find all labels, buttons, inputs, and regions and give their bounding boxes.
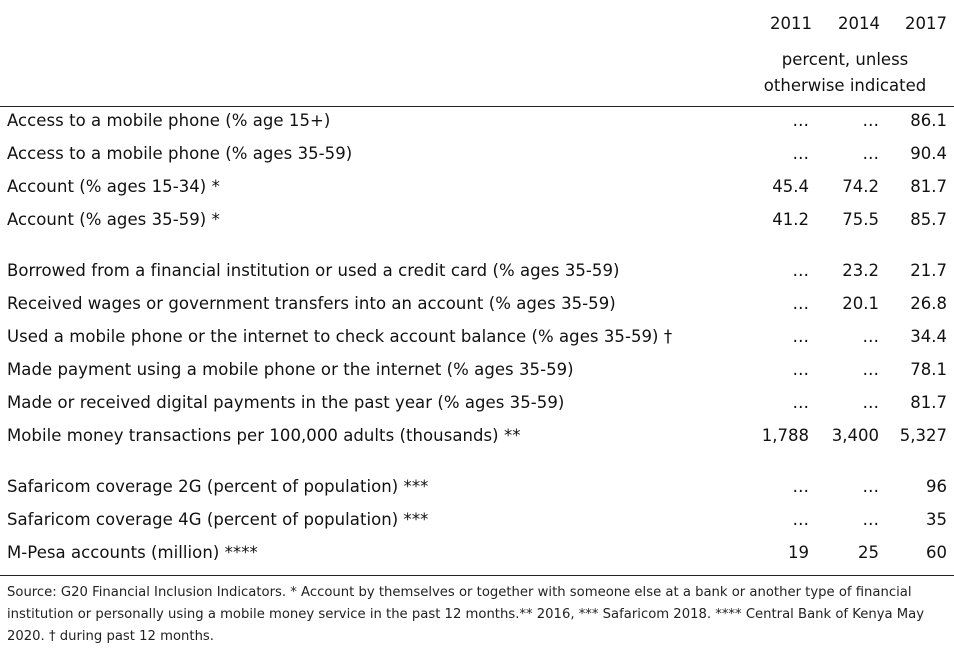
row-label: Mobile money transactions per 100,000 adults (thousands) **: [7, 426, 521, 445]
value-2017: 96: [926, 477, 947, 496]
value-2011: 45.4: [772, 177, 809, 196]
value-2017: 85.7: [910, 210, 947, 229]
value-2017: 81.7: [910, 393, 947, 412]
value-2011: …: [792, 111, 809, 130]
table-row: [0, 473, 954, 503]
unit-note-line1: percent, unless: [781, 50, 909, 69]
table-row: [0, 389, 954, 419]
value-2011: …: [792, 327, 809, 346]
value-2017: 26.8: [910, 294, 947, 313]
table-row: [0, 506, 954, 536]
year-header-2011: 2011: [770, 14, 812, 33]
value-2011: …: [792, 360, 809, 379]
row-label: Safaricom coverage 2G (percent of population) ***: [7, 477, 429, 496]
row-label: Used a mobile phone or the internet to check account balance (% ages 35-59) †: [7, 327, 673, 346]
row-label: Safaricom coverage 4G (percent of population) ***: [7, 510, 429, 529]
value-2014: 20.1: [842, 294, 879, 313]
value-2011: …: [792, 477, 809, 496]
value-2017: 78.1: [910, 360, 947, 379]
year-header-2014: 2014: [838, 14, 880, 33]
value-2011: …: [792, 393, 809, 412]
row-label: Received wages or government transfers into an account (% ages 35-59): [7, 294, 616, 313]
value-2011: …: [792, 510, 809, 529]
value-2014: …: [862, 144, 879, 163]
table-row: [0, 257, 954, 287]
row-label: Borrowed from a financial institution or used a credit card (% ages 35-59): [7, 261, 620, 280]
row-label: Account (% ages 35-59) *: [7, 210, 220, 229]
row-label: Account (% ages 15-34) *: [7, 177, 220, 196]
value-2011: 19: [788, 543, 809, 562]
value-2014: 74.2: [842, 177, 879, 196]
value-2017: 34.4: [910, 327, 947, 346]
table-row: [0, 206, 954, 236]
value-2017: 86.1: [910, 111, 947, 130]
value-2011: 41.2: [772, 210, 809, 229]
table-row: [0, 356, 954, 386]
value-2014: 3,400: [831, 426, 879, 445]
year-header-2017: 2017: [905, 14, 947, 33]
row-label: Access to a mobile phone (% age 15+): [7, 111, 331, 130]
row-label: Made payment using a mobile phone or the internet (% ages 35-59): [7, 360, 574, 379]
unit-note: [750, 47, 940, 99]
value-2011: …: [792, 144, 809, 163]
table-row: [0, 140, 954, 170]
table-row: [0, 422, 954, 452]
value-2017: 35: [926, 510, 947, 529]
value-2014: …: [862, 111, 879, 130]
value-2014: …: [862, 327, 879, 346]
table-row: [0, 323, 954, 353]
value-2014: …: [862, 477, 879, 496]
source-footnote: Source: G20 Financial Inclusion Indicators. * Account by themselves or together with someone else at a bank or another type of financial institution or personally using a mobile money service in the past 12 months.** 2016, *** Safaricom 2018. **** Central Bank of Kenya May 2020. † during past 12 months.: [7, 585, 925, 644]
value-2017: 81.7: [910, 177, 947, 196]
unit-note-line2: otherwise indicated: [763, 76, 927, 95]
table-row: [0, 173, 954, 203]
table-row: [0, 539, 954, 569]
value-2014: 23.2: [842, 261, 879, 280]
value-2017: 21.7: [910, 261, 947, 280]
row-label: Made or received digital payments in the past year (% ages 35-59): [7, 393, 565, 412]
value-2014: 75.5: [842, 210, 879, 229]
value-2011: …: [792, 294, 809, 313]
row-label: M-Pesa accounts (million) ****: [7, 543, 258, 562]
table-row: [0, 290, 954, 320]
value-2014: 25: [858, 543, 879, 562]
value-2017: 90.4: [910, 144, 947, 163]
value-2014: …: [862, 360, 879, 379]
value-2014: …: [862, 510, 879, 529]
table-row: [0, 107, 954, 137]
row-label: Access to a mobile phone (% ages 35-59): [7, 144, 353, 163]
value-2017: 60: [926, 543, 947, 562]
value-2011: …: [792, 261, 809, 280]
value-2017: 5,327: [899, 426, 947, 445]
value-2014: …: [862, 393, 879, 412]
value-2011: 1,788: [761, 426, 809, 445]
footer-divider: [0, 575, 954, 576]
